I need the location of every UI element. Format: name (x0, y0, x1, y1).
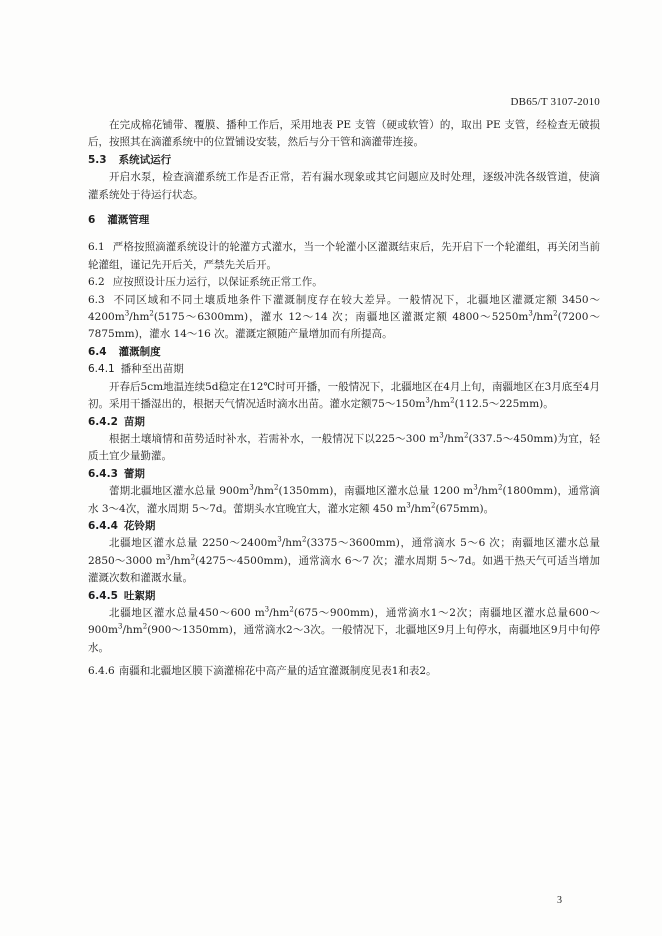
item-text: /hm (129, 311, 150, 324)
superscript: 2 (450, 396, 455, 405)
superscript: 3 (439, 431, 444, 440)
section-title: 播种至出苗期 (120, 363, 184, 376)
superscript: 3 (473, 483, 478, 492)
superscript: 2 (289, 605, 294, 614)
paragraph-text: /hm (443, 432, 464, 445)
paragraph-text: (337.5～450mm)为宜，轻质土宜少量勤灌。 (88, 432, 600, 463)
paragraph-text: (675～900mm)，通常滴水1～2次；南疆地区灌水总量600～900m (88, 606, 600, 637)
paragraph-text: (1350mm)，南疆地区灌水总量 1200 m (278, 485, 474, 498)
paragraph-text: (4275～4500mm)，通常滴水 6～7 次；灌水周期 5～7d。如遇干热天气可适当增加灌溉次数和灌溉水量。 (88, 554, 600, 585)
section-6-2-paragraph (88, 274, 600, 291)
section-title: 蕾期 (123, 467, 145, 480)
superscript: 2 (142, 622, 148, 631)
paragraph-text: (1800mm)，通常滴水 3～4次，灌水周期 5～7d。蕾期头水宜晚宜大，灌水定额 450 m (88, 485, 600, 515)
section-6-4-3-paragraph (88, 483, 600, 518)
section-title: 花铃期 (123, 519, 156, 532)
section-number: 6.4.5 (88, 589, 118, 602)
paragraph-text: /hm (253, 485, 274, 498)
item-number: 6.2 (88, 276, 105, 289)
section-6-4-1-paragraph (88, 379, 600, 414)
superscript: 3 (425, 396, 430, 405)
superscript: 3 (249, 483, 254, 492)
superscript: 3 (528, 309, 533, 318)
item-text: 南疆和北疆地区膜下滴灌棉花中高产量的适宜灌溉制度见表1和表2。 (118, 665, 437, 678)
document-body (88, 117, 600, 681)
document-code: DB65/T 3107-2010 (510, 96, 600, 108)
section-number: 6 (88, 214, 96, 227)
section-number: 6.4.3 (88, 467, 118, 480)
section-6-4-5-paragraph (88, 605, 600, 657)
intro-paragraph: 在完成棉花铺带、覆膜、播种工作后，采用地表 PE 支管（硬或软管）的，取出 PE 支管，经检查无破损后，按照其在滴灌系统中的位置铺设安装，然后与分干管和滴灌带连接。 (88, 119, 600, 149)
section-title: 灌溉管理 (107, 214, 150, 227)
section-6-4-2-heading (88, 414, 600, 431)
superscript: 2 (553, 309, 558, 318)
paragraph-text: 北疆地区灌水总量 2250～2400m (109, 537, 278, 550)
section-5-3-heading (88, 152, 600, 169)
paragraph-text: /hm (269, 606, 290, 619)
item-number: 6.1 (88, 241, 105, 254)
section-6-4-1-heading (88, 361, 600, 378)
section-6-3-paragraph (88, 292, 600, 344)
superscript: 2 (302, 535, 307, 544)
section-6-4-4-paragraph (88, 535, 600, 587)
paragraph-text: /hm (410, 502, 432, 515)
section-title: 系统试运行 (118, 153, 172, 166)
item-text: 严格按照滴灌系统设计的轮灌方式灌水，当一个轮灌小区灌溉结束后，先开启下一个轮灌组，再关闭当前轮灌组，谨记先开后关，严禁先关后开。 (88, 241, 600, 271)
section-6-4-6-paragraph (88, 663, 600, 680)
section-6-4-5-heading (88, 588, 600, 605)
paragraph-text: (112.5～225mm)。 (454, 398, 554, 411)
section-5-3-paragraph: 开启水泵，检查滴灌系统工作是否正常，若有漏水现象或其它问题应及时处理，逐级冲洗各级管道，使滴灌系统处于待运行状态。 (88, 171, 600, 201)
superscript: 3 (165, 553, 171, 562)
section-number: 6.4.2 (88, 415, 118, 428)
item-number: 6.3 (88, 293, 105, 306)
section-6-4-2-paragraph (88, 431, 600, 466)
superscript: 2 (190, 553, 196, 562)
paragraph-text: /hm (429, 398, 451, 411)
section-number: 6.4 (88, 345, 107, 358)
paragraph-text: (3375～3600mm)，通常滴水 5～6 次；南疆地区灌水总量 2850～3000 m (88, 537, 600, 567)
paragraph-text: 开春后5cm地温连续5d稳定在12℃时可开播，一般情况下，北疆地区在4月上旬，南疆地区在3月底至4月初。采用干播湿出的，根据天气情况适时滴水出苗。灌水定额75～150m (88, 380, 600, 411)
item-text: (5175～6300mm)，灌水 12～14 次；南疆地区灌溉定额 4800～5250m (153, 311, 529, 324)
item-text: 不同区域和不同土壤质地条件下灌溉制度存在较大差异。一般情况下，北疆地区灌溉定额 3450～4200m (88, 293, 600, 324)
section-6-4-3-heading (88, 466, 600, 483)
superscript: 2 (463, 431, 469, 440)
superscript: 3 (406, 501, 411, 510)
superscript: 2 (274, 483, 279, 492)
page-number: 3 (557, 895, 562, 906)
paragraph-text: (675mm)。 (435, 502, 495, 515)
section-6-4-4-heading (88, 518, 600, 535)
section-number: 5.3 (88, 153, 107, 166)
section-6-1-paragraph (88, 239, 600, 274)
section-number: 6.4.1 (88, 363, 115, 376)
item-text: /hm (532, 311, 554, 324)
item-text: 应按照设计压力运行，以保证系统正常工作。 (112, 276, 323, 289)
section-title: 灌溉制度 (118, 345, 161, 358)
paragraph-text: 蕾期北疆地区灌水总量 900m (109, 485, 250, 498)
superscript: 3 (118, 622, 123, 631)
paragraph-text: /hm (477, 485, 498, 498)
paragraph-text: /hm (170, 554, 191, 567)
superscript: 3 (277, 535, 282, 544)
paragraph-text: /hm (281, 537, 303, 550)
paragraph-text: 北疆地区灌水总量450～600 m (109, 606, 265, 619)
section-title: 苗期 (123, 415, 145, 428)
paragraph-text: (900～1350mm)，通常滴水2～3次。一般情况下，北疆地区9月上旬停水，南疆地区9月中旬停水。 (88, 624, 600, 654)
superscript: 2 (149, 309, 154, 318)
section-title: 吐絮期 (123, 589, 156, 602)
superscript: 2 (431, 501, 436, 510)
item-text: (7200～7875mm)，灌水 14～16 次。灌溉定额随产量增加而有所提高。 (88, 311, 600, 341)
section-6-4-heading (88, 344, 600, 361)
superscript: 3 (124, 309, 130, 318)
paragraph-text: /hm (122, 624, 143, 637)
section-6-heading (88, 212, 600, 229)
superscript: 2 (498, 483, 503, 492)
superscript: 3 (264, 605, 270, 614)
section-number: 6.4.4 (88, 519, 118, 532)
paragraph-text: 根据土壤墒情和苗势适时补水，若需补水，一般情况下以225～300 m (109, 432, 440, 445)
item-number: 6.4.6 (88, 665, 115, 678)
